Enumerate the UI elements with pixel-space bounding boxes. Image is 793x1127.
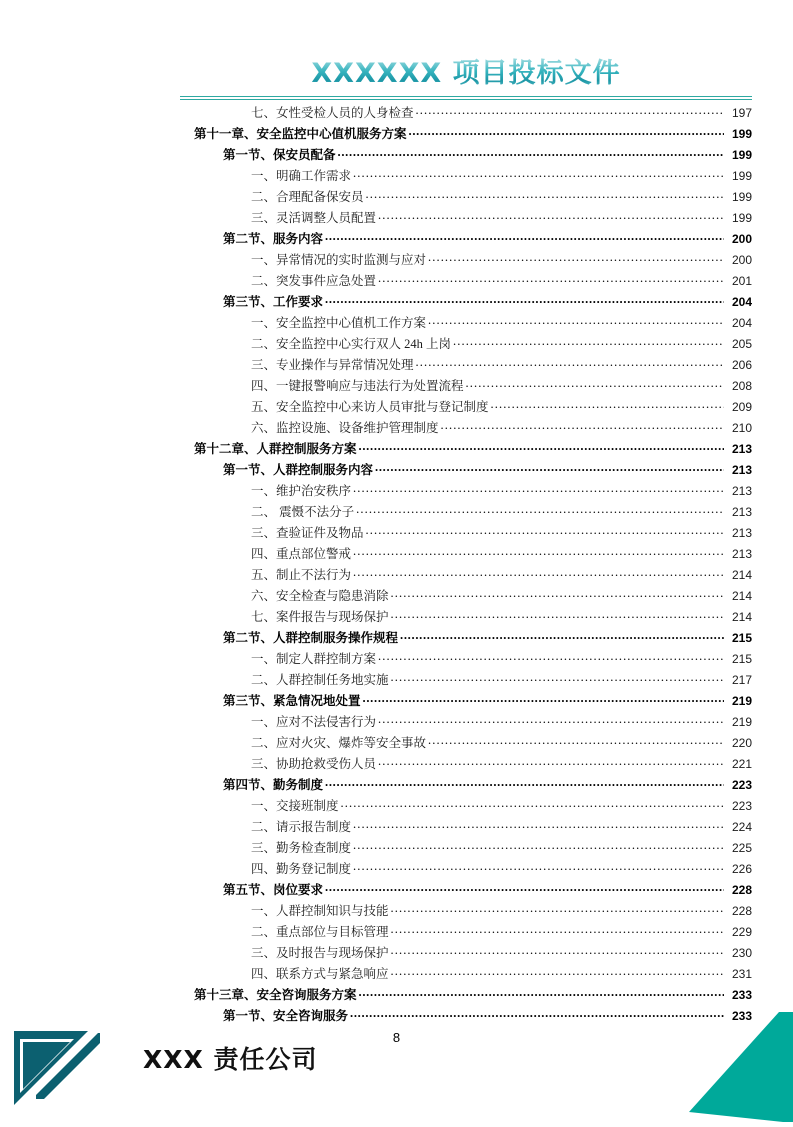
toc-dot-leader xyxy=(353,817,724,831)
toc-entry-label: 三、灵活调整人员配置 xyxy=(251,211,377,225)
toc-dot-leader xyxy=(409,124,724,138)
toc-entry-label: 五、安全监控中心来访人员审批与登记制度 xyxy=(251,400,489,414)
toc-entry-label: 二、人群控制任务地实施 xyxy=(251,673,389,687)
toc-dot-leader xyxy=(366,523,724,537)
toc-entry-page-number: 213 xyxy=(731,463,752,477)
toc-entry-label: 七、女性受检人员的人身检查 xyxy=(251,106,414,120)
toc-entry-label: 五、制止不法行为 xyxy=(251,568,352,582)
toc-entry-label: 二、安全监控中心实行双人 24h 上岗 xyxy=(251,337,452,351)
toc-entry-page-number: 215 xyxy=(731,652,752,666)
toc-entry-item[interactable] xyxy=(180,817,752,838)
toc-entry-label: 一、应对不法侵害行为 xyxy=(251,715,377,729)
toc-entry-item[interactable] xyxy=(180,922,752,943)
toc-entry-section[interactable] xyxy=(180,628,752,649)
toc-entry-label: 第二节、服务内容 xyxy=(223,232,324,246)
company-name: XXX 责任公司 xyxy=(143,1045,318,1074)
toc-entry-item[interactable] xyxy=(180,376,752,397)
toc-entry-label: 二、应对火灾、爆炸等安全事故 xyxy=(251,736,427,750)
toc-entry-page-number: 213 xyxy=(731,484,752,498)
toc-entry-label: 三、勤务检查制度 xyxy=(251,841,352,855)
toc-entry-page-number: 228 xyxy=(731,883,752,897)
toc-entry-label: 七、案件报告与现场保护 xyxy=(251,610,389,624)
toc-entry-page-number: 201 xyxy=(731,274,752,288)
toc-entry-item[interactable] xyxy=(180,964,752,985)
toc-entry-section[interactable] xyxy=(180,460,752,481)
toc-entry-label: 一、安全监控中心值机工作方案 xyxy=(251,316,427,330)
toc-dot-leader xyxy=(353,544,724,558)
corner-decoration-icon xyxy=(633,1000,793,1122)
toc-entry-page-number: 223 xyxy=(731,799,752,813)
toc-entry-label: 四、勤务登记制度 xyxy=(251,862,352,876)
toc-entry-label: 第一节、保安员配备 xyxy=(223,148,336,162)
toc-entry-page-number: 199 xyxy=(731,148,752,162)
toc-entry-label: 一、维护治安秩序 xyxy=(251,484,352,498)
toc-dot-leader xyxy=(325,229,724,243)
toc-entry-label: 一、人群控制知识与技能 xyxy=(251,904,389,918)
toc-entry-label: 第一节、人群控制服务内容 xyxy=(223,463,374,477)
toc-entry-item[interactable] xyxy=(180,565,752,586)
toc-entry-page-number: 210 xyxy=(731,421,752,435)
toc-dot-leader xyxy=(353,838,724,852)
header-rule-top xyxy=(180,96,752,97)
toc-entry-label: 二、合理配备保安员 xyxy=(251,190,364,204)
toc-entry-page-number: 208 xyxy=(731,379,752,393)
toc-entry-page-number: 213 xyxy=(731,547,752,561)
toc-entry-item[interactable] xyxy=(180,523,752,544)
toc-entry-page-number: 224 xyxy=(731,820,752,834)
toc-entry-page-number: 199 xyxy=(731,169,752,183)
toc-entry-page-number: 213 xyxy=(731,526,752,540)
page-number: 8 xyxy=(392,1030,401,1045)
toc-entry-label: 四、重点部位警戒 xyxy=(251,547,352,561)
toc-entry-label: 一、制定人群控制方案 xyxy=(251,652,377,666)
toc-entry-page-number: 228 xyxy=(731,904,752,918)
toc-entry-section[interactable] xyxy=(180,691,752,712)
toc-entry-page-number: 230 xyxy=(731,946,752,960)
toc-entry-page-number: 220 xyxy=(731,736,752,750)
toc-entry-label: 三、专业操作与异常情况处理 xyxy=(251,358,414,372)
toc-entry-label: 一、异常情况的实时监测与应对 xyxy=(251,253,427,267)
toc-dot-leader xyxy=(356,502,724,516)
company-logo-icon xyxy=(10,1027,106,1120)
toc-entry-page-number: 231 xyxy=(731,967,752,981)
toc-entry-item[interactable] xyxy=(180,796,752,817)
toc-dot-leader xyxy=(325,775,724,789)
toc-entry-item[interactable] xyxy=(180,712,752,733)
toc-entry-item[interactable] xyxy=(180,418,752,439)
page-header xyxy=(0,0,793,102)
toc-entry-section[interactable] xyxy=(180,292,752,313)
toc-entry-page-number: 197 xyxy=(731,106,752,120)
toc-dot-leader xyxy=(453,334,724,348)
toc-dot-leader xyxy=(378,649,724,663)
toc-dot-leader xyxy=(325,880,724,894)
toc-entry-page-number: 233 xyxy=(731,1009,752,1023)
toc-entry-item[interactable] xyxy=(180,208,752,229)
toc-entry-page-number: 199 xyxy=(731,127,752,141)
toc-entry-label: 第三节、工作要求 xyxy=(223,295,324,309)
toc-entry-item[interactable] xyxy=(180,313,752,334)
toc-entry-label: 第十二章、人群控制服务方案 xyxy=(194,442,357,456)
toc-entry-item[interactable] xyxy=(180,103,752,124)
toc-entry-item[interactable] xyxy=(180,859,752,880)
toc-entry-page-number: 214 xyxy=(731,568,752,582)
document-title xyxy=(180,58,752,98)
toc-entry-page-number: 204 xyxy=(731,295,752,309)
toc-entry-item[interactable] xyxy=(180,355,752,376)
toc-entry-label: 第五节、岗位要求 xyxy=(223,883,324,897)
toc-entry-section[interactable] xyxy=(180,145,752,166)
toc-entry-label: 一、明确工作需求 xyxy=(251,169,352,183)
toc-entry-label: 第十一章、安全监控中心值机服务方案 xyxy=(194,127,407,141)
toc-dot-leader xyxy=(353,859,724,873)
toc-entry-page-number: 214 xyxy=(731,589,752,603)
toc-entry-section[interactable] xyxy=(180,880,752,901)
toc-entry-item[interactable] xyxy=(180,187,752,208)
toc-dot-leader xyxy=(466,376,724,390)
toc-dot-leader xyxy=(400,628,724,642)
toc-entry-label: 四、联系方式与紧急响应 xyxy=(251,967,389,981)
toc-entry-section[interactable] xyxy=(180,229,752,250)
toc-dot-leader xyxy=(353,565,724,579)
toc-entry-label: 六、监控设施、设备维护管理制度 xyxy=(251,421,439,435)
toc-entry-page-number: 200 xyxy=(731,232,752,246)
toc-entry-item[interactable] xyxy=(180,754,752,775)
toc-entry-page-number: 206 xyxy=(731,358,752,372)
toc-entry-page-number: 213 xyxy=(731,505,752,519)
toc-entry-item[interactable] xyxy=(180,166,752,187)
toc-entry-label: 第二节、人群控制服务操作规程 xyxy=(223,631,399,645)
document-title-text: XXXXXX 项目投标文件 xyxy=(311,58,621,89)
toc-entry-page-number: 204 xyxy=(731,316,752,330)
toc-dot-leader xyxy=(391,964,724,978)
toc-dot-leader xyxy=(378,712,724,726)
toc-entry-page-number: 200 xyxy=(731,253,752,267)
toc-entry-item[interactable] xyxy=(180,838,752,859)
toc-dot-leader xyxy=(359,439,724,453)
toc-entry-page-number: 217 xyxy=(731,673,752,687)
toc-dot-leader xyxy=(375,460,724,474)
toc-entry-label: 三、查验证件及物品 xyxy=(251,526,364,540)
toc-entry-label: 二、 震慑不法分子 xyxy=(251,505,355,519)
toc-entry-section[interactable] xyxy=(180,775,752,796)
toc-entry-item[interactable] xyxy=(180,271,752,292)
toc-entry-label: 六、安全检查与隐患消除 xyxy=(251,589,389,603)
toc-entry-item[interactable] xyxy=(180,607,752,628)
toc-dot-leader xyxy=(391,607,724,621)
toc-dot-leader xyxy=(325,292,724,306)
toc-entry-page-number: 213 xyxy=(731,442,752,456)
toc-entry-label: 第四节、勤务制度 xyxy=(223,778,324,792)
toc-dot-leader xyxy=(338,145,724,159)
toc-entry-page-number: 223 xyxy=(731,778,752,792)
toc-entry-item[interactable] xyxy=(180,481,752,502)
toc-dot-leader xyxy=(428,250,724,264)
toc-entry-page-number: 199 xyxy=(731,190,752,204)
toc-entry-label: 一、交接班制度 xyxy=(251,799,339,813)
toc-entry-label: 四、一键报警响应与违法行为处置流程 xyxy=(251,379,464,393)
toc-entry-item[interactable] xyxy=(180,397,752,418)
toc-entry-label: 三、及时报告与现场保护 xyxy=(251,946,389,960)
toc-entry-item[interactable] xyxy=(180,334,752,355)
toc-entry-page-number: 214 xyxy=(731,610,752,624)
toc-entry-item[interactable] xyxy=(180,901,752,922)
toc-dot-leader xyxy=(391,670,724,684)
toc-dot-leader xyxy=(353,481,724,495)
toc-entry-item[interactable] xyxy=(180,649,752,670)
toc-entry-page-number: 229 xyxy=(731,925,752,939)
toc-entry-label: 二、重点部位与目标管理 xyxy=(251,925,389,939)
toc-dot-leader xyxy=(391,922,724,936)
table-of-contents xyxy=(180,103,752,1027)
toc-dot-leader xyxy=(378,208,724,222)
toc-dot-leader xyxy=(416,103,724,117)
toc-entry-item[interactable] xyxy=(180,502,752,523)
toc-entry-page-number: 209 xyxy=(731,400,752,414)
toc-dot-leader xyxy=(359,985,724,999)
toc-entry-item[interactable] xyxy=(180,733,752,754)
toc-entry-item[interactable] xyxy=(180,670,752,691)
toc-dot-leader xyxy=(391,901,724,915)
toc-entry-chapter[interactable] xyxy=(180,439,752,460)
toc-dot-leader xyxy=(341,796,724,810)
toc-dot-leader xyxy=(428,733,724,747)
toc-dot-leader xyxy=(441,418,724,432)
toc-entry-item[interactable] xyxy=(180,250,752,271)
toc-dot-leader xyxy=(491,397,724,411)
toc-dot-leader xyxy=(378,271,724,285)
toc-entry-page-number: 219 xyxy=(731,715,752,729)
toc-dot-leader xyxy=(391,943,724,957)
toc-dot-leader xyxy=(363,691,724,705)
toc-dot-leader xyxy=(391,586,724,600)
toc-entry-page-number: 199 xyxy=(731,211,752,225)
toc-dot-leader xyxy=(416,355,724,369)
toc-dot-leader xyxy=(366,187,724,201)
toc-entry-label: 第十三章、安全咨询服务方案 xyxy=(194,988,357,1002)
toc-entry-item[interactable] xyxy=(180,943,752,964)
toc-entry-page-number: 233 xyxy=(731,988,752,1002)
toc-entry-item[interactable] xyxy=(180,544,752,565)
toc-entry-page-number: 221 xyxy=(731,757,752,771)
toc-entry-label: 二、突发事件应急处置 xyxy=(251,274,377,288)
toc-entry-page-number: 219 xyxy=(731,694,752,708)
toc-dot-leader xyxy=(353,166,724,180)
toc-entry-label: 第三节、紧急情况地处置 xyxy=(223,694,361,708)
toc-dot-leader xyxy=(428,313,724,327)
toc-entry-page-number: 225 xyxy=(731,841,752,855)
toc-entry-chapter[interactable] xyxy=(180,124,752,145)
toc-entry-label: 二、请示报告制度 xyxy=(251,820,352,834)
toc-entry-label: 三、协助抢救受伤人员 xyxy=(251,757,377,771)
toc-entry-item[interactable] xyxy=(180,586,752,607)
header-rule-bottom xyxy=(180,99,752,100)
toc-entry-label: 第一节、安全咨询服务 xyxy=(223,1009,349,1023)
toc-dot-leader xyxy=(378,754,724,768)
toc-entry-page-number: 205 xyxy=(731,337,752,351)
toc-entry-page-number: 215 xyxy=(731,631,752,645)
toc-entry-page-number: 226 xyxy=(731,862,752,876)
